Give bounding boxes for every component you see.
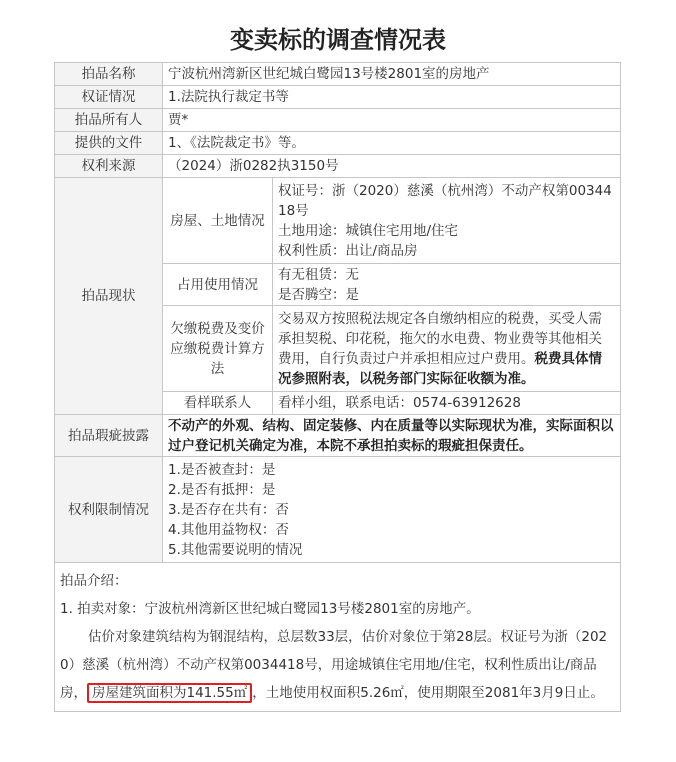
restriction-line: 4.其他用益物权：否 — [168, 521, 289, 538]
row-label-defects: 拍品瑕疵披露 — [55, 415, 163, 457]
area-highlight: 房屋建筑面积为141.55㎡ — [87, 683, 252, 703]
item-name-value: 宁波杭州湾新区世纪城白鹭园13号楼2801室的房地产 — [163, 63, 621, 86]
sub-label-house: 房屋、土地情况 — [163, 178, 273, 264]
contact-value: 看样小组，联系电话：0574-63912628 — [273, 392, 621, 415]
table-row — [55, 63, 621, 86]
cert-value: 1.法院执行裁定书等 — [163, 86, 621, 109]
tax-bold-text: 税费具体情况参照附表，以税务部门实际征收额为准。 — [278, 350, 602, 387]
restrictions-value — [163, 457, 621, 563]
row-label-cert: 权证情况 — [55, 86, 163, 109]
house-line: 土地用途：城镇住宅用地/住宅 — [278, 222, 459, 239]
tax-value — [273, 306, 621, 392]
table-row — [55, 178, 621, 264]
intro-text-after: ，土地使用权面积5.26㎡，使用期限至2081年3月9日止。 — [252, 685, 604, 701]
source-value: （2024）浙0282执3150号 — [163, 155, 621, 178]
restriction-line: 3.是否存在共有：否 — [168, 501, 289, 518]
intro-text-before: 估价对象建筑结构为钢混结构，总层数33层，估价对象位于第28层。权证号为浙（2020）慈溪（杭州湾）不动产权第0034418号，用途城镇住宅用地/住宅，权利性质出让/商品房， — [60, 629, 608, 701]
row-label-restrictions: 权利限制情况 — [55, 457, 163, 563]
restriction-line: 2.是否有抵押：是 — [168, 481, 276, 498]
intro-item-line: 1. 拍卖对象：宁波杭州湾新区世纪城白鹭园13号楼2801室的房地产。 — [60, 601, 480, 617]
house-line: 权利性质：出让/商品房 — [278, 242, 418, 259]
table-row — [55, 415, 621, 457]
owner-value: 贾* — [163, 109, 621, 132]
table-row — [55, 155, 621, 178]
sub-label-occupancy: 占用使用情况 — [163, 264, 273, 306]
house-value — [273, 178, 621, 264]
intro-heading: 拍品介绍： — [60, 573, 128, 589]
restriction-line: 1.是否被查封：是 — [168, 461, 276, 478]
house-line: 权证号：浙（2020）慈溪（杭州湾）不动产权第0034418号 — [278, 182, 612, 219]
docs-value: 1、《法院裁定书》等。 — [163, 132, 621, 155]
row-label-source: 权利来源 — [55, 155, 163, 178]
occupancy-line: 有无租赁：无 — [278, 266, 359, 283]
table-row — [55, 86, 621, 109]
intro-paragraph — [60, 623, 614, 707]
row-label-item-name: 拍品名称 — [55, 63, 163, 86]
defects-value: 不动产的外观、结构、固定装修、内在质量等以实际现状为准，实际面积以过户登记机关确定为准，本院不承担拍卖标的瑕疵担保责任。 — [163, 415, 621, 457]
occupancy-value — [273, 264, 621, 306]
sub-label-tax: 欠缴税费及变价应缴税费计算方法 — [163, 306, 273, 392]
restriction-line: 5.其他需要说明的情况 — [168, 541, 303, 558]
survey-table — [54, 62, 621, 712]
table-row — [55, 563, 621, 712]
sub-label-contact: 看样联系人 — [163, 392, 273, 415]
row-label-docs: 提供的文件 — [55, 132, 163, 155]
table-row — [55, 109, 621, 132]
table-row — [55, 457, 621, 563]
table-row — [55, 132, 621, 155]
tax-text: 交易双方按照税法规定各自缴纳相应的税费，买受人需承担契税、印花税，拖欠的水电费、物业费等其他相关费用，自行负责过户并承担相应过户费用。 — [278, 310, 602, 367]
document-title: 变卖标的调查情况表 — [230, 26, 446, 54]
row-label-owner: 拍品所有人 — [55, 109, 163, 132]
intro-section — [55, 563, 621, 712]
row-label-status: 拍品现状 — [55, 178, 163, 415]
occupancy-line: 是否腾空：是 — [278, 286, 359, 303]
